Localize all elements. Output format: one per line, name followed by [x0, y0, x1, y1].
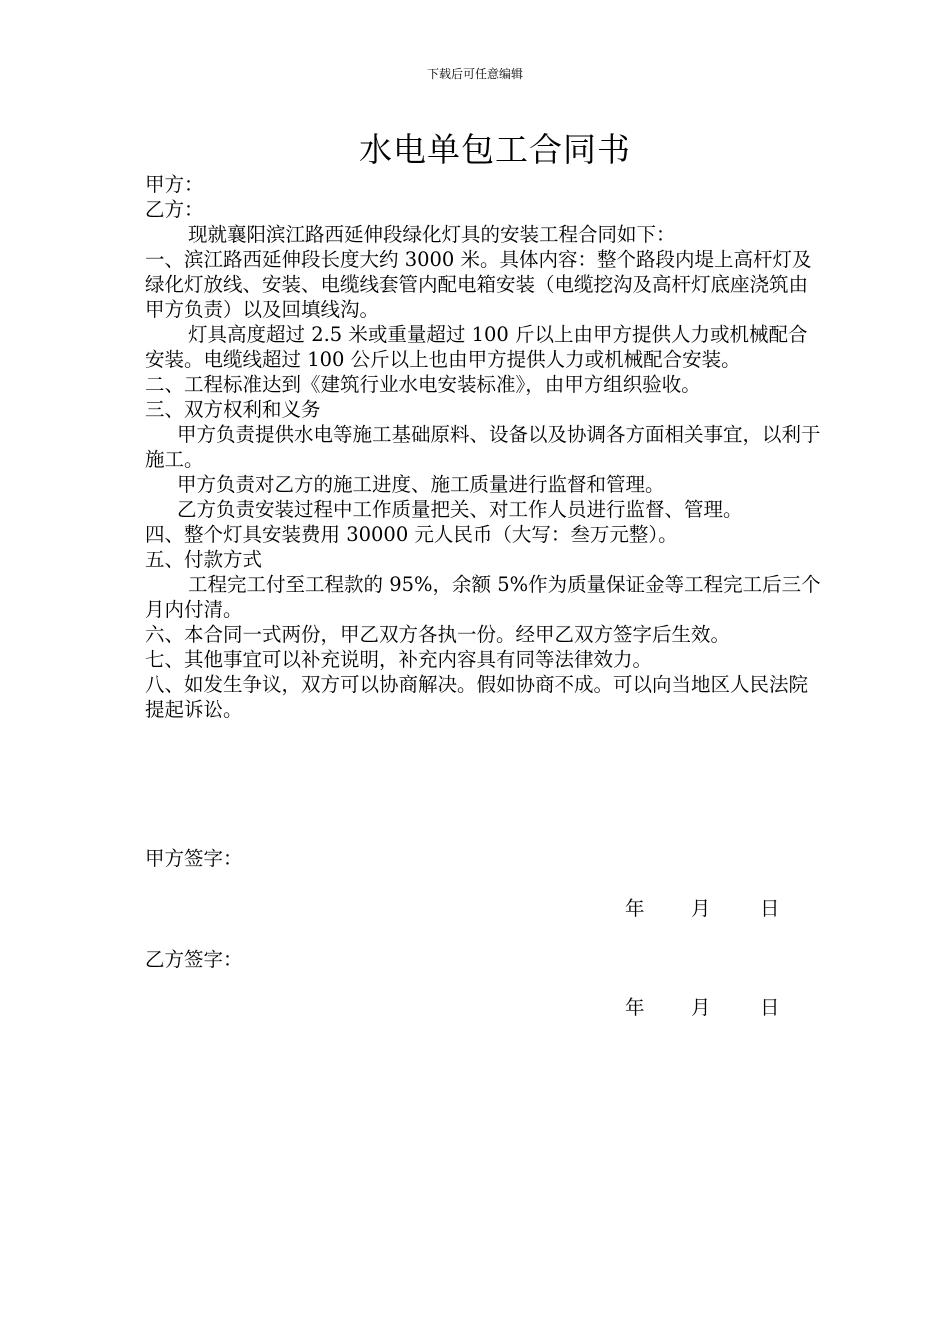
date-day: 日	[760, 897, 780, 920]
contract-body	[145, 172, 825, 722]
header-note: 下载后可任意编辑	[426, 67, 523, 81]
party-b-line: 乙方：	[145, 198, 204, 221]
document-title: 水电单包工合同书	[359, 130, 631, 169]
party-a-signature-label: 甲方签字：	[145, 847, 243, 870]
clause-8: 八、如发生争议，双方可以协商解决。假如协商不成。可以向当地区人民法院提起诉讼。	[145, 673, 809, 721]
date-month: 月	[691, 897, 711, 920]
clause-5-item: 工程完工付至工程款的 95%，余额 5%作为质量保证金等工程完工后三个月内付清。	[145, 573, 821, 621]
party-a-line: 甲方：	[145, 173, 204, 196]
clause-3-heading: 三、双方权利和义务	[145, 398, 321, 421]
date-year: 年	[625, 897, 645, 920]
clause-6: 六、本合同一式两份，甲乙双方各执一份。经甲乙双方签字后生效。	[145, 623, 731, 646]
party-b-date	[625, 995, 780, 1020]
clause-3-item-3: 乙方负责安装过程中工作质量把关、对工作人员进行监督、管理。	[177, 498, 743, 521]
clause-1-note: 灯具高度超过 2.5 米或重量超过 100 斤以上由甲方提供人力或机械配合安装。电缆线超过 100 公斤以上也由甲方提供人力或机械配合安装。	[145, 323, 808, 371]
clause-3-item-1: 甲方负责提供水电等施工基础原料、设备以及协调各方面相关事宜，以利于施工。	[145, 423, 821, 471]
clause-5-heading: 五、付款方式	[145, 548, 263, 571]
party-b-signature-label: 乙方签字：	[145, 948, 243, 971]
date-month: 月	[691, 996, 711, 1019]
clause-7: 七、其他事宜可以补充说明，补充内容具有同等法律效力。	[145, 648, 653, 671]
clause-4: 四、整个灯具安装费用 30000 元人民币（大写：叁万元整）。	[145, 523, 678, 546]
date-day: 日	[760, 996, 780, 1019]
clause-3-item-2: 甲方负责对乙方的施工进度、施工质量进行监督和管理。	[177, 473, 665, 496]
party-a-date	[625, 896, 780, 921]
clause-1: 一、滨江路西延伸段长度大约 3000 米。具体内容：整个路段内堤上高杆灯及绿化灯放线、安装、电缆线套管内配电箱安装（电缆挖沟及高杆灯底座浇筑由甲方负责）以及回填线沟。	[145, 248, 812, 321]
preamble: 现就襄阳滨江路西延伸段绿化灯具的安装工程合同如下：	[188, 223, 676, 246]
date-year: 年	[625, 996, 645, 1019]
clause-2: 二、工程标准达到《建筑行业水电安装标准》，由甲方组织验收。	[145, 373, 701, 396]
